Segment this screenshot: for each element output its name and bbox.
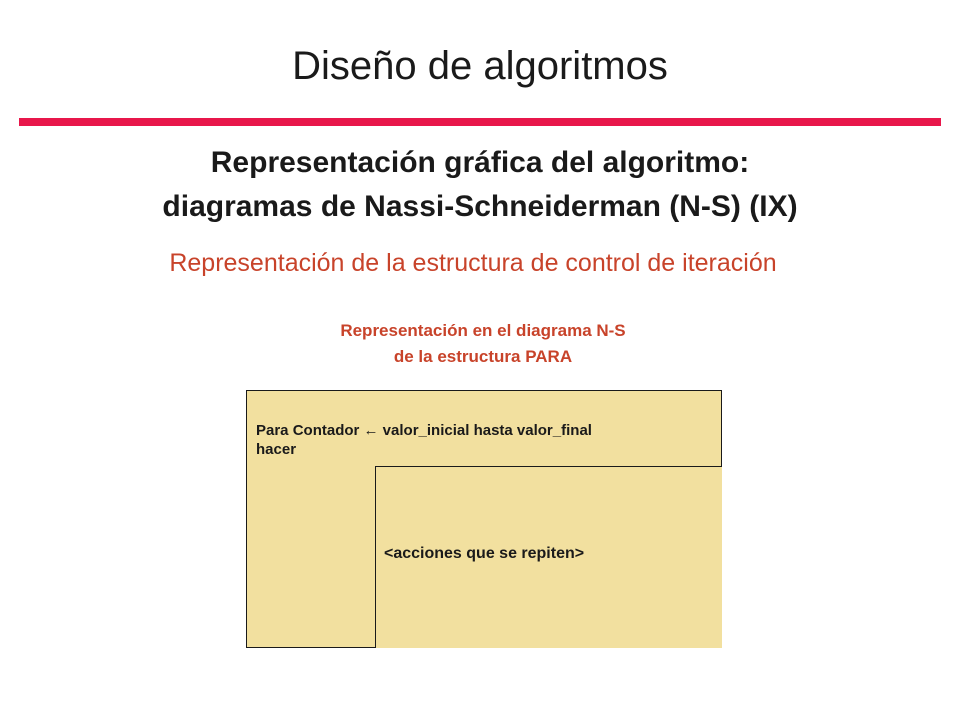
ns-for-loop-block xyxy=(246,390,722,648)
heading-line-1: Representación gráfica del algoritmo: xyxy=(210,146,750,179)
section-heading xyxy=(0,141,960,229)
title-divider xyxy=(19,118,941,126)
diagram-caption xyxy=(0,318,960,370)
caption-line-1: Representación en el diagrama N-S xyxy=(340,321,626,340)
ns-loop-header-line-1: Para Contador ← valor_inicial hasta valor_final xyxy=(256,422,592,439)
ns-loop-body-text: <acciones que se repiten> xyxy=(384,545,585,562)
ns-loop-body-block xyxy=(375,466,722,648)
ns-loop-header-line-2: hacer xyxy=(256,441,297,458)
heading-line-2: diagramas de Nassi-Schneiderman (N-S) (IX) xyxy=(162,190,798,223)
caption-line-2: de la estructura PARA xyxy=(393,347,573,366)
slide-title: Diseño de algoritmos xyxy=(292,44,668,88)
ns-loop-header xyxy=(256,421,716,459)
subheading: Representación de la estructura de control de iteración xyxy=(169,249,777,277)
